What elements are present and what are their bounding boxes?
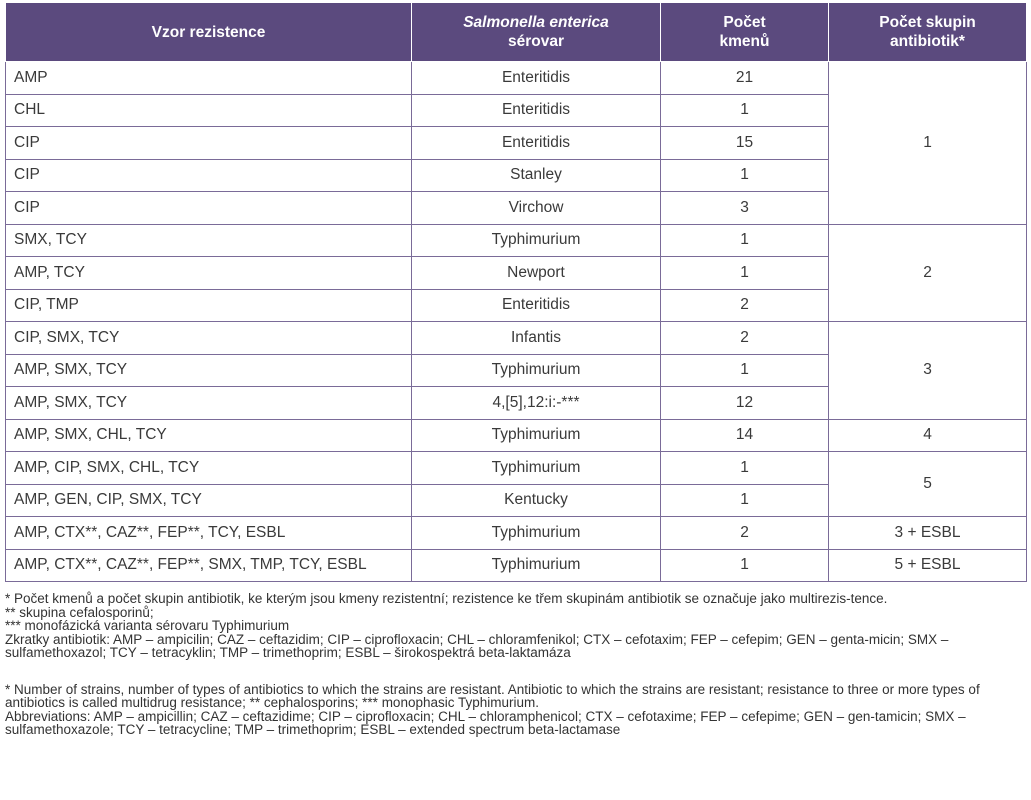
count-cell: 1 <box>661 354 829 387</box>
group-cell: 3 + ESBL <box>829 517 1027 550</box>
count-cell: 2 <box>661 322 829 355</box>
count-cell: 12 <box>661 387 829 420</box>
pattern-cell: CIP, TMP <box>6 289 412 322</box>
serovar-cell: Stanley <box>412 159 661 192</box>
pattern-cell: AMP, GEN, CIP, SMX, TCY <box>6 484 412 517</box>
count-cell: 1 <box>661 159 829 192</box>
pattern-cell: AMP <box>6 62 412 95</box>
group-cell: 5 <box>829 452 1027 517</box>
pattern-cell: AMP, SMX, CHL, TCY <box>6 419 412 452</box>
header-serovar: Salmonella enterica sérovar <box>412 3 661 62</box>
pattern-cell: CHL <box>6 94 412 127</box>
serovar-cell: Enteritidis <box>412 127 661 160</box>
pattern-cell: CIP <box>6 192 412 225</box>
header-pattern: Vzor rezistence <box>6 3 412 62</box>
count-cell: 2 <box>661 517 829 550</box>
table-row <box>6 549 1027 582</box>
table-row <box>6 322 1027 355</box>
count-cell: 1 <box>661 484 829 517</box>
header-groups: Počet skupin antibiotik* <box>829 3 1027 62</box>
pattern-cell: AMP, CTX**, CAZ**, FEP**, TCY, ESBL <box>6 517 412 550</box>
serovar-cell: Virchow <box>412 192 661 225</box>
serovar-cell: Kentucky <box>412 484 661 517</box>
table-footnotes <box>5 592 1025 737</box>
pattern-cell: CIP <box>6 159 412 192</box>
pattern-cell: SMX, TCY <box>6 224 412 257</box>
serovar-cell: Newport <box>412 257 661 290</box>
table-row <box>6 517 1027 550</box>
pattern-cell: CIP <box>6 127 412 160</box>
group-cell: 5 + ESBL <box>829 549 1027 582</box>
serovar-cell: Typhimurium <box>412 549 661 582</box>
table-row <box>6 452 1027 485</box>
count-cell: 1 <box>661 94 829 127</box>
footnote-cz-3: *** monofázická varianta sérovaru Typhimurium <box>5 618 290 633</box>
group-cell: 1 <box>829 62 1027 225</box>
group-cell: 2 <box>829 224 1027 322</box>
count-cell: 15 <box>661 127 829 160</box>
footnote-cz-2: ** skupina cefalosporinů; <box>5 604 154 620</box>
count-cell: 1 <box>661 257 829 290</box>
serovar-cell: Enteritidis <box>412 62 661 95</box>
serovar-cell: Enteritidis <box>412 94 661 127</box>
footnote-cz-1: * Počet kmenů a počet skupin antibiotik, ke kterým jsou kmeny rezistentní; rezistence ke třem skupinám antibiotik se označuje jako multirezis-tence. <box>5 591 888 606</box>
count-cell: 1 <box>661 224 829 257</box>
header-count: Počet kmenů <box>661 3 829 62</box>
table-row <box>6 62 1027 95</box>
serovar-cell: Typhimurium <box>412 224 661 257</box>
resistance-table <box>5 2 1027 582</box>
footnote-en-1: * Number of strains, number of types of antibiotics to which the strains are resistant. Antibiotic to which the strains are resistant; resistance to three or more types of antibiotics is called multidrug resistance; ** cephalosporins; *** monophasic Typhimurium. <box>5 681 980 710</box>
footnote-cz-4: Zkratky antibiotik: AMP – ampicilin; CAZ – ceftazidim; CIP – ciprofloxacin; CHL – chloramfenikol; CTX – cefotaxim; FEP – cefepim; GEN – genta-micin; SMX – sulfamethoxazol; TCY – tetracyklin; TMP – trimethoprim; ESBL – širokospektrá beta-laktamáza <box>5 631 949 660</box>
pattern-cell: AMP, SMX, TCY <box>6 354 412 387</box>
serovar-cell: Typhimurium <box>412 452 661 485</box>
serovar-cell: Typhimurium <box>412 419 661 452</box>
table-row <box>6 224 1027 257</box>
group-cell: 3 <box>829 322 1027 420</box>
pattern-cell: AMP, TCY <box>6 257 412 290</box>
count-cell: 21 <box>661 62 829 95</box>
count-cell: 1 <box>661 452 829 485</box>
count-cell: 3 <box>661 192 829 225</box>
footnote-spacer <box>5 660 1025 683</box>
count-cell: 14 <box>661 419 829 452</box>
serovar-cell: Typhimurium <box>412 354 661 387</box>
serovar-cell: Typhimurium <box>412 517 661 550</box>
footnote-en-2: Abbreviations: AMP – ampicillin; CAZ – ceftazidime; CIP – ciprofloxacin; CHL – chloramphenicol; CTX – cefotaxime; FEP – cefepime; GEN – gen-tamicin; SMX – sulfamethoxazole; TCY – tetracycline; TMP – trimethoprim; ESBL – extended spectrum beta-lactamase <box>5 708 966 737</box>
count-cell: 1 <box>661 549 829 582</box>
pattern-cell: AMP, CIP, SMX, CHL, TCY <box>6 452 412 485</box>
serovar-cell: Enteritidis <box>412 289 661 322</box>
table-header-row <box>6 3 1027 62</box>
table-row <box>6 419 1027 452</box>
pattern-cell: CIP, SMX, TCY <box>6 322 412 355</box>
group-cell: 4 <box>829 419 1027 452</box>
pattern-cell: AMP, CTX**, CAZ**, FEP**, SMX, TMP, TCY, ESBL <box>6 549 412 582</box>
pattern-cell: AMP, SMX, TCY <box>6 387 412 420</box>
serovar-cell: Infantis <box>412 322 661 355</box>
count-cell: 2 <box>661 289 829 322</box>
serovar-cell: 4,[5],12:i:-*** <box>412 387 661 420</box>
